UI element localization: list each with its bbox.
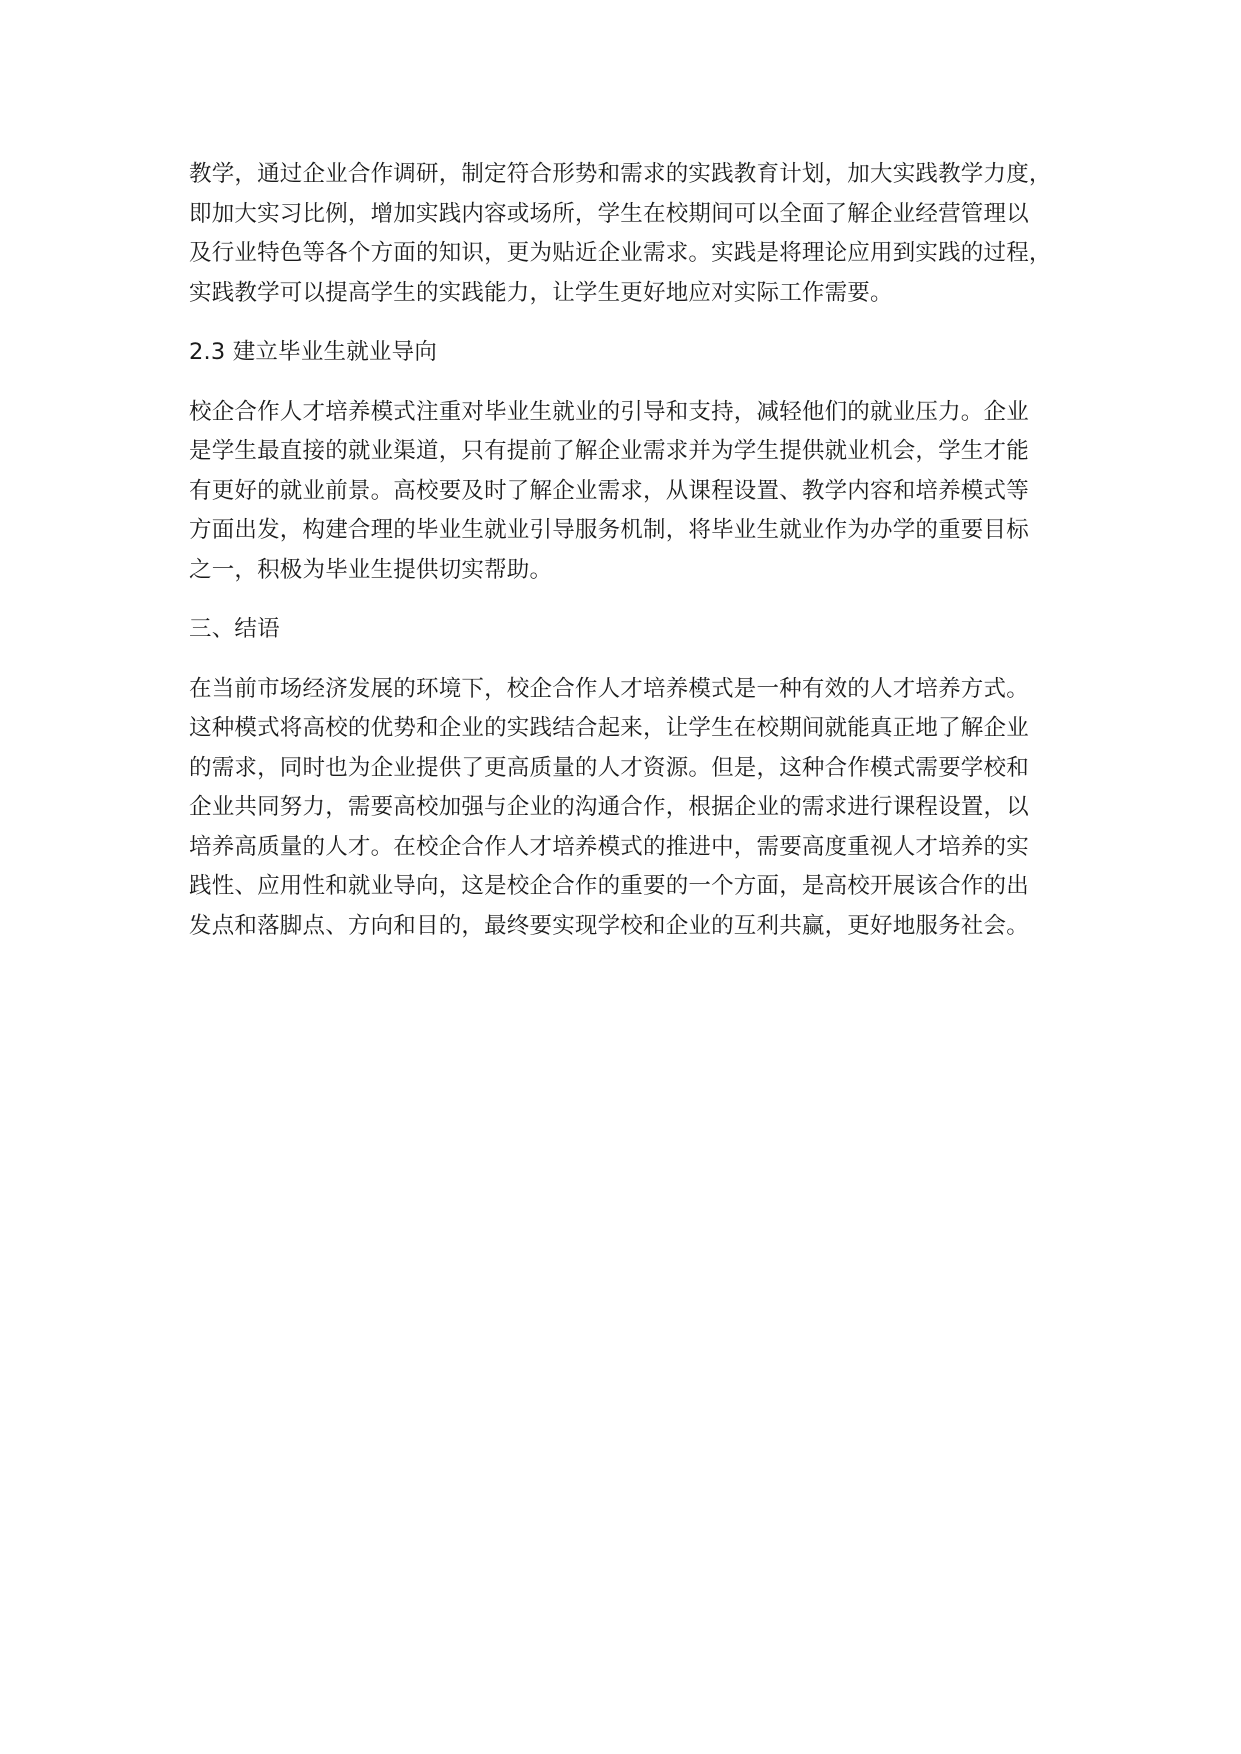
document-body [189, 155, 1089, 946]
section-heading-conclusion: 三、结语 [189, 616, 280, 642]
paragraph-gap [189, 590, 1089, 610]
paragraph-gap [189, 650, 1089, 670]
paragraph-employment-guidance: 校企合作人才培养模式注重对毕业生就业的引导和支持，减轻他们的就业压力。企业 是学生最直接的就业渠道，只有提前了解企业需求并为学生提供就业机会，学生才能 有更好的就业前景。高校要及时了解企业需求，从课程设置、教学内容和培养模式等 方面出发，构建合理的毕业生就业引导服务机制，将毕业生就业作为办学的重要目标 之一，积极为毕业生提供切实帮助。 [189, 398, 1029, 583]
paragraph-conclusion: 在当前市场经济发展的环境下，校企合作人才培养模式是一种有效的人才培养方式。 这种模式将高校的优势和企业的实践结合起来，让学生在校期间就能真正地了解企业 的需求，同时也为企业提供了更高质量的人才资源。但是，这种合作模式需要学校和 企业共同努力，需要高校加强与企业的沟通合作，根据企业的需求进行课程设置，以 培养高质量的人才。在校企合作人才培养模式的推进中，需要高度重视人才培养的实 践性、应用性和就业导向，这是校企合作的重要的一个方面，是高校开展该合作的出 发点和落脚点、方向和目的，最终要实现学校和企业的互利共赢，更好地服务社会。 [189, 675, 1029, 939]
paragraph-gap [189, 313, 1089, 333]
paragraph-practice-teaching: 教学，通过企业合作调研，制定符合形势和需求的实践教育计划，加大实践教学力度， 即加大实习比例，增加实践内容或场所，学生在校期间可以全面了解企业经营管理以 及行业特色等各个方面的知识，更为贴近企业需求。实践是将理论应用到实践的过程， 实践教学可以提高学生的实践能力，让学生更好地应对实际工作需要。 [189, 161, 1052, 306]
paragraph-gap [189, 373, 1089, 393]
section-heading-2-3: 2.3 建立毕业生就业导向 [189, 339, 438, 365]
